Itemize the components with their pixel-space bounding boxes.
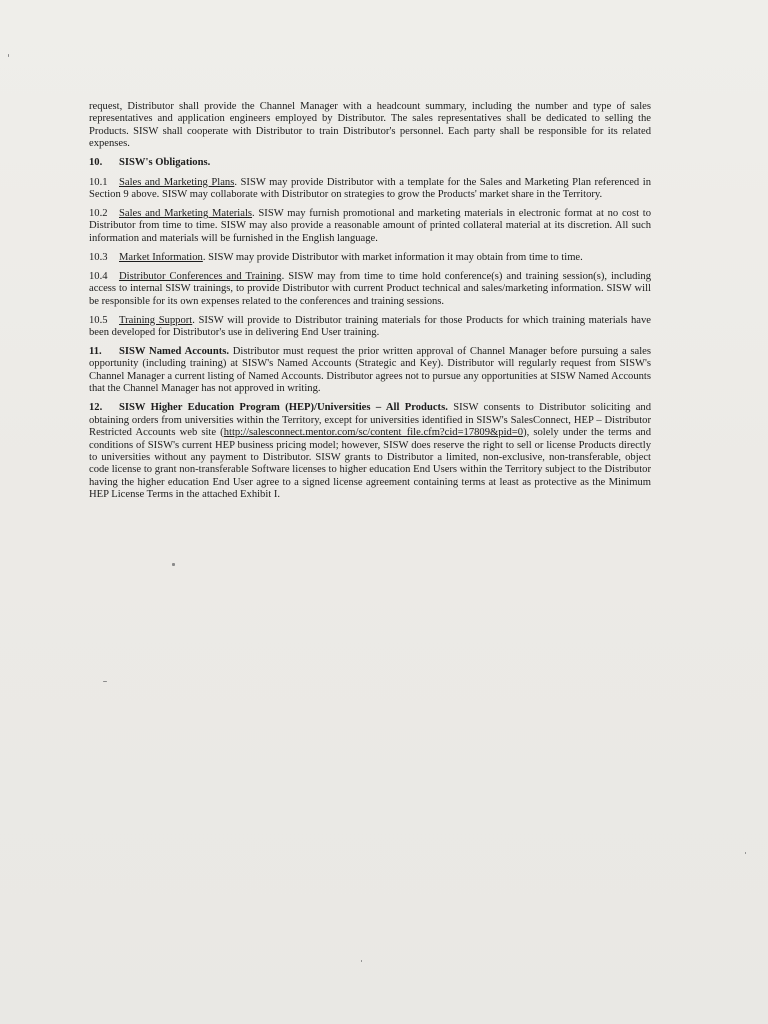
section-10-3-title: Market Information <box>119 251 203 263</box>
section-12 <box>89 402 651 501</box>
section-10-5-title: Training Support <box>119 314 193 326</box>
section-10-4-number: 10.4 <box>89 270 108 282</box>
section-10-number: 10. <box>89 157 103 169</box>
section-10-5-text: . SISW will provide to Distributor training materials for those Products for which training materials have been developed for Distributor's use in delivering End User training. <box>89 314 651 339</box>
scan-speck <box>103 681 107 682</box>
section-10-5 <box>89 315 651 340</box>
section-10-2-number: 10.2 <box>89 208 108 220</box>
scan-speck <box>172 563 175 566</box>
section-10-3-text: . SISW may provide Distributor with market information it may obtain from time to time. <box>202 251 583 263</box>
section-12-title: SISW Higher Education Program (HEP)/Universities – All Products. <box>119 402 448 414</box>
section-12-number: 12. <box>89 402 103 414</box>
scan-speck <box>8 54 9 57</box>
section-10-3 <box>89 252 651 264</box>
section-11-number: 11. <box>89 346 102 358</box>
document-body <box>89 101 651 502</box>
intro-paragraph: request, Distributor shall provide the Channel Manager with a headcount summary, including the number and type of sales representatives and application engineers employed by Distributor. The sales representatives shall be dedicated to selling the Products. SISW shall cooperate with Distributor to train Distributor's personnel. Each party shall be responsible for its related expenses. <box>89 101 651 150</box>
section-10-1-text: . SISW may provide Distributor with a template for the Sales and Marketing Plan referenced in Section 9 above. SISW may collaborate with Distributor on strategies to grow the Products' market share in the Territory. <box>89 176 651 201</box>
section-11-text: Distributor must request the prior written approval of Channel Manager before pursuing a sales opportunity (including training) at SISW's Named Accounts (Strategic and Key). Distributor will regularly request from SISW's Channel Manager a current listing of Named Accounts. Distributor agrees not to pursue any opportunities at SISW Named Accounts that the Channel Manager has not approved in writing. <box>89 346 651 395</box>
section-10-title-end: . <box>207 157 211 169</box>
scan-speck <box>745 852 746 854</box>
section-10-4-text: . SISW may from time to time hold conference(s) and training session(s), including access to internal SISW trainings, to provide Distributor with current Product technical and sales/marketing information. SISW will be responsible for its own expenses related to the conferences and training sessions. <box>89 270 651 307</box>
section-10-2 <box>89 208 651 245</box>
section-11 <box>89 346 651 396</box>
section-10-1-title: Sales and Marketing Plans <box>119 176 235 188</box>
section-10-4 <box>89 271 651 308</box>
section-11-title: SISW Named Accounts. <box>119 346 230 358</box>
section-10-5-number: 10.5 <box>89 314 108 326</box>
scan-speck <box>361 960 362 962</box>
section-10-2-title: Sales and Marketing Materials <box>119 208 253 220</box>
salesconnect-link[interactable]: http://salesconnect.mentor.com/sc/content_file.cfm?cid=17809&pid=0 <box>223 427 524 439</box>
section-10-3-number: 10.3 <box>89 251 108 263</box>
section-12-text-a: SISW consents to Distributor soliciting and obtaining orders from universities within the Territory, except for universities identified in SISW's SalesConnect, HEP – Distributor Restricted Accounts web site ( <box>89 402 652 439</box>
section-10-2-text: . SISW may furnish promotional and marketing materials in electronic format at no cost to Distributor from time to time. SISW may also provide a reasonable amount of printed collateral material at its discretion. All such information and materials will be furnished in the English language. <box>89 208 651 244</box>
section-10-1-number: 10.1 <box>89 176 108 188</box>
section-10-title: SISW's Obligations <box>119 157 208 169</box>
section-10-heading <box>89 157 651 169</box>
section-12-text-b: ), solely under the terms and conditions of SISW's current HEP business pricing model; however, SISW does reserve the right to sell or license Products directly to universities without any payment to Distributor. SISW grants to Distributor a limited, non-exclusive, non-transferable, object code license to grant non-transferable Software licenses to higher education End Users within the Territory subject to the Distributor having the higher education End User agree to a signed license agreement containing terms at least as protective as the Minimum HEP License Terms in the attached Exhibit I. <box>89 427 652 501</box>
section-10-1 <box>89 177 651 202</box>
section-10-4-title: Distributor Conferences and Training <box>119 270 282 282</box>
